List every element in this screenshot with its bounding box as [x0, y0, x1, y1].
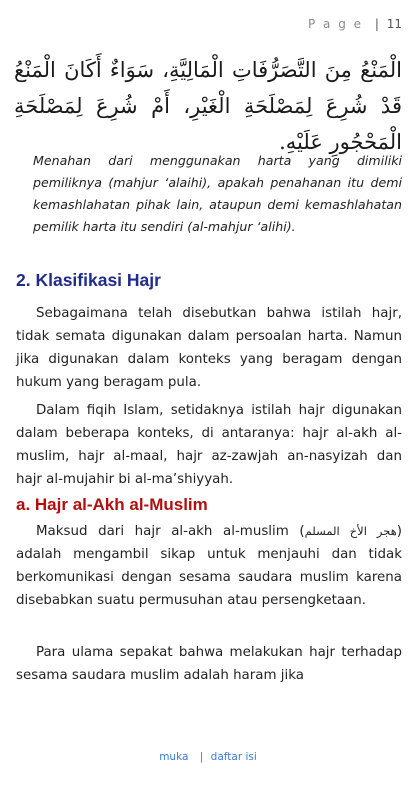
paragraph-3: [16, 520, 402, 612]
footer-nav: [0, 751, 416, 763]
page-label: P a g e: [307, 17, 364, 31]
table-of-contents-link[interactable]: daftar isi: [210, 751, 257, 763]
paragraph-4: Para ulama sepakat bahwa melakukan hajr terhadap sesama saudara muslim adalah haram jika: [16, 645, 402, 683]
page-header: [308, 17, 402, 31]
home-link[interactable]: muka: [159, 751, 189, 763]
arabic-term-inline: هجر الأخ المسلم: [304, 524, 397, 538]
paragraph-3-start: Maksud dari hajr al-akh al-muslim (: [36, 524, 305, 539]
subsection-heading: a. Hajr al-Akh al-Muslim: [16, 495, 208, 514]
section-heading: 2. Klasifikasi Hajr: [16, 270, 161, 290]
paragraph-2: Dalam fiqih Islam, setidaknya istilah hajr digunakan dalam beberapa konteks, di antaranya: hajr al-akh al-muslim, hajr al-maal, hajr az-zawjah an-nasyizah dan hajr al-mujahir bi al-ma’shiyyah.: [16, 403, 402, 487]
paragraph-3-end: ) adalah mengambil sikap untuk menjauhi dan tidak berkomunikasi dengan sesama saudara muslim karena disebabkan suatu permusuhan atau persengketaan.: [16, 524, 402, 608]
paragraph-1: Sebagaimana telah disebutkan bahwa istilah hajr, tidak semata digunakan dalam persoalan harta. Namun jika digunakan dalam konteks yang beragam dengan hukum yang beragam pula.: [16, 306, 402, 390]
translation-quote: Menahan dari menggunakan harta yang dimiliki pemiliknya (mahjur ‘alaihi), apakah penahanan itu demi kemashlahatan pihak lain, ataupun demi kemashlahatan pemilik harta itu sendiri (al-mahjur ‘alihi).: [33, 153, 402, 234]
arabic-definition: الْمَنْعُ مِنَ التَّصَرُّفَاتِ الْمَالِيَّةِ، سَوَاءٌ أَكَانَ الْمَنْعُ قَدْ شُرِعَ لِمَصْلَحَةِ الْغَيْرِ، أَمْ شُرِعَ لِمَصْلَحَةِ الْمَحْجُورِ عَلَيْهِ.: [14, 58, 402, 154]
page-separator: |: [374, 17, 379, 31]
footer-separator: |: [199, 751, 204, 763]
page-number: 11: [386, 17, 402, 31]
